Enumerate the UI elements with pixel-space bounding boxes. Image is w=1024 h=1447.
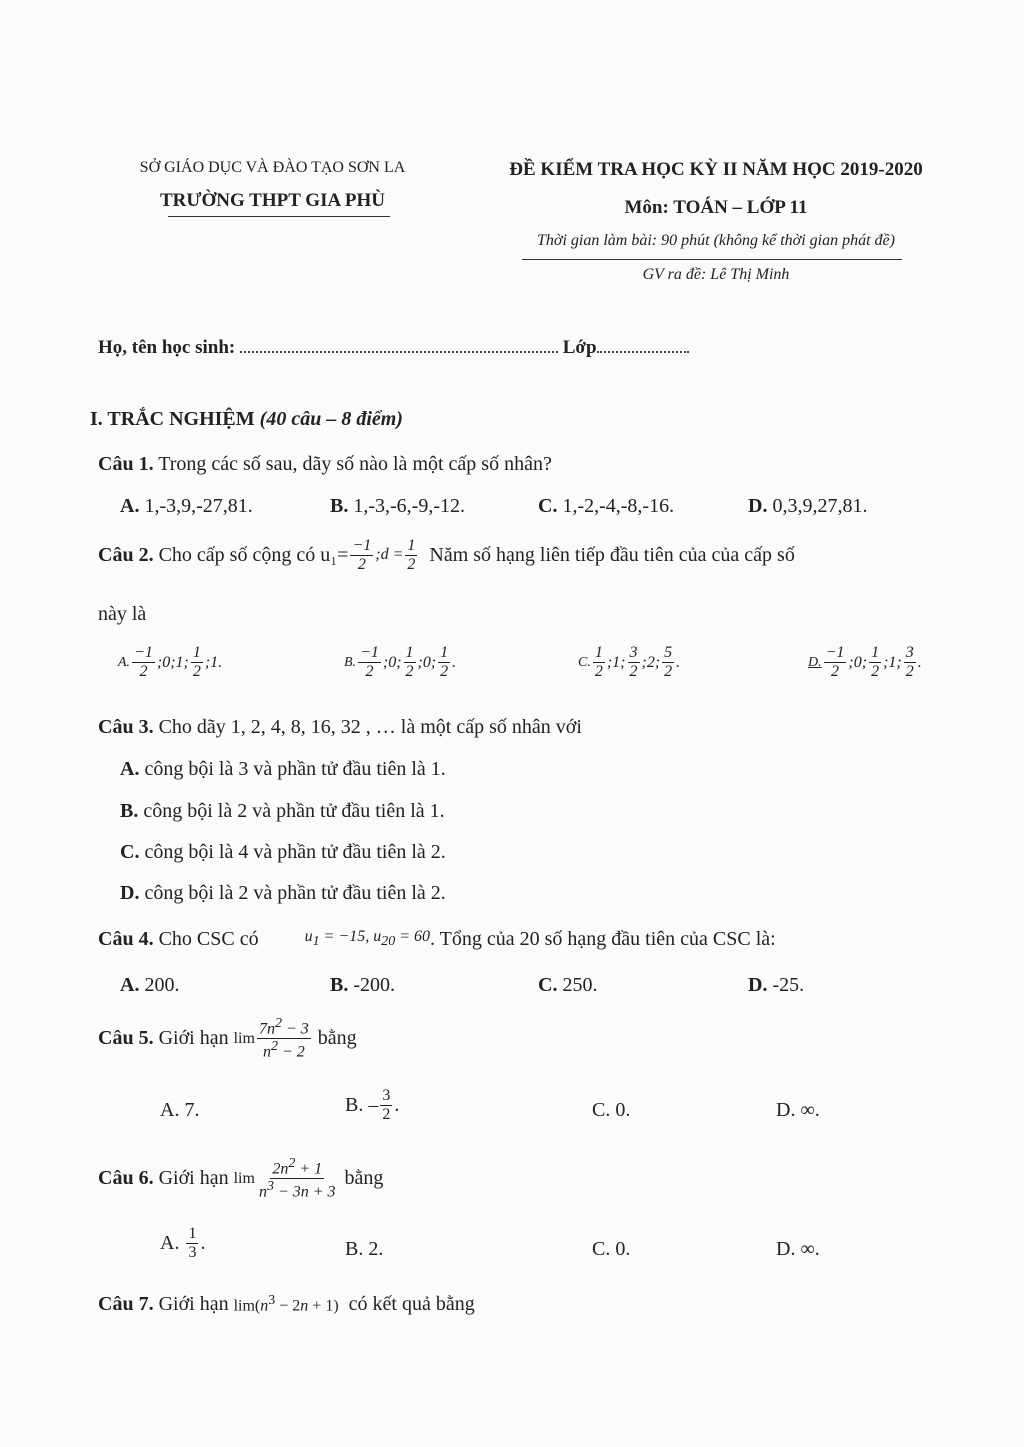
q3-option-b[interactable] bbox=[120, 800, 445, 823]
question-5 bbox=[98, 1017, 357, 1061]
question-label: Câu 1. bbox=[98, 453, 154, 475]
q2-formula: $\frac{-1}{2}$ ;d = $\frac{1}{2}$ bbox=[352, 537, 416, 573]
q6-option-d[interactable]: D. ∞. bbox=[776, 1238, 820, 1260]
exam-title: ĐỀ KIỂM TRA HỌC KỲ II NĂM HỌC 2019-2020 bbox=[509, 159, 923, 180]
question-text-cont: có kết quả bằng bbox=[348, 1293, 475, 1315]
question-text-cont: . Tổng của 20 số hạng đầu tiên của CSC là: bbox=[430, 928, 776, 950]
question-text: Cho cấp số cộng có u₁= bbox=[158, 544, 349, 566]
option-text: -25. bbox=[772, 974, 805, 996]
q4-option-c[interactable] bbox=[538, 974, 597, 997]
time-limit: Thời gian làm bài: 90 phút (không kể thời gian phát đề) bbox=[537, 232, 895, 249]
option-key: A. bbox=[120, 758, 140, 780]
class-blank[interactable] bbox=[597, 350, 689, 353]
question-2 bbox=[98, 538, 795, 573]
q4-option-a[interactable] bbox=[120, 974, 179, 997]
q1-option-a[interactable] bbox=[120, 495, 253, 518]
student-name-label: Họ, tên học sinh: bbox=[98, 337, 236, 358]
school-name: TRƯỜNG THPT GIA PHÙ bbox=[159, 190, 386, 211]
school-underline bbox=[168, 216, 390, 217]
q2-option-b[interactable]: B. $\frac{-1}{2}$ ;0; $\frac{1}{2}$ ;0; $\frac{1}{2}$ . bbox=[344, 644, 457, 680]
question-label: Câu 2. bbox=[98, 544, 154, 566]
question-text: Cho dãy 1, 2, 4, 8, 16, 32 , … là một cấp số nhân với bbox=[158, 716, 582, 738]
option-key: C. bbox=[538, 974, 558, 996]
student-name-blank[interactable] bbox=[240, 350, 558, 353]
option-text: 1,-3,-6,-9,-12. bbox=[353, 495, 465, 517]
question-1 bbox=[98, 453, 552, 476]
option-key: B. bbox=[330, 974, 349, 996]
option-key: B. bbox=[344, 654, 357, 670]
option-key: D. bbox=[808, 654, 822, 670]
question-3 bbox=[98, 716, 582, 739]
question-text: Trong các số sau, dãy số nào là một cấp số nhân? bbox=[158, 453, 552, 475]
section-subtitle: (40 câu – 8 điểm) bbox=[259, 408, 403, 430]
q1-option-d[interactable] bbox=[748, 495, 867, 518]
option-text: 200. bbox=[144, 974, 180, 996]
q5-option-b[interactable]: B. – $\frac{3}{2}$ . bbox=[345, 1087, 400, 1123]
q1-option-b[interactable] bbox=[330, 495, 465, 518]
option-text: 1,-3,9,-27,81. bbox=[144, 495, 253, 517]
q3-option-c[interactable] bbox=[120, 841, 446, 864]
option-text: 0,3,9,27,81. bbox=[772, 495, 868, 517]
class-label: Lớp bbox=[562, 337, 597, 358]
option-key: A. bbox=[160, 1232, 180, 1254]
option-key: D. bbox=[748, 495, 768, 517]
question-label: Câu 3. bbox=[98, 716, 154, 738]
section-title bbox=[90, 408, 403, 431]
q5-formula: lim $\frac{7n^2 - 3}{n^2 - 2}$ bbox=[233, 1016, 309, 1061]
question-text: Giới hạn bbox=[158, 1027, 229, 1050]
question-6 bbox=[98, 1157, 383, 1201]
question-7 bbox=[98, 1293, 475, 1316]
question-text: Giới hạn bbox=[158, 1167, 229, 1190]
option-text: công bội là 3 và phần tử đầu tiên là 1. bbox=[144, 758, 446, 780]
option-text: công bội là 2 và phần tử đầu tiên là 1. bbox=[143, 800, 445, 822]
q6-formula: lim $\frac{2n^2 + 1}{n^3 - 3n + 3}$ bbox=[233, 1156, 336, 1201]
option-key: B. bbox=[120, 800, 139, 822]
option-text: công bội là 2 và phần tử đầu tiên là 2. bbox=[144, 882, 446, 904]
q3-option-d[interactable] bbox=[120, 882, 446, 905]
q6-option-c[interactable]: C. 0. bbox=[592, 1238, 631, 1260]
q2-option-a[interactable]: A. $\frac{-1}{2}$ ;0;1; $\frac{1}{2}$ ;1. bbox=[118, 644, 223, 680]
question-text-cont: bằng bbox=[317, 1027, 357, 1050]
q5-option-a[interactable]: A. 7. bbox=[160, 1099, 200, 1121]
q6-option-a[interactable]: A. $\frac{1}{3}$ . bbox=[160, 1225, 206, 1261]
option-text: 250. bbox=[562, 974, 598, 996]
department-name: SỞ GIÁO DỤC VÀ ĐÀO TẠO SƠN LA bbox=[139, 159, 406, 176]
section-title-text: I. TRẮC NGHIỆM bbox=[90, 408, 255, 430]
q5-option-d[interactable]: D. ∞. bbox=[776, 1099, 820, 1121]
q2-option-c[interactable]: C. $\frac{1}{2}$ ;1; $\frac{3}{2}$ ;2; $\frac{5}{2}$ . bbox=[578, 644, 681, 680]
teacher: GV ra đề: Lê Thị Minh bbox=[642, 266, 790, 283]
q4-formula: $u_1 = -15$, $u_{20} = 60$ bbox=[304, 928, 430, 950]
question-text: Cho CSC có bbox=[158, 928, 259, 950]
q2-option-d[interactable]: D. $\frac{-1}{2}$ ;0; $\frac{1}{2}$ ;1; $\frac{3}{2}$ . bbox=[808, 644, 922, 680]
question-label: Câu 7. bbox=[98, 1293, 154, 1315]
question-label: Câu 4. bbox=[98, 928, 154, 950]
option-key: A. bbox=[118, 654, 131, 670]
question-text-cont: này là bbox=[98, 603, 147, 625]
time-underline bbox=[522, 259, 902, 260]
q3-option-a[interactable] bbox=[120, 758, 446, 781]
question-text: Giới hạn bbox=[158, 1293, 229, 1315]
question-text-cont: bằng bbox=[344, 1167, 384, 1190]
option-key: C. bbox=[538, 495, 558, 517]
option-key: A. bbox=[120, 495, 140, 517]
q5-option-c[interactable]: C. 0. bbox=[592, 1099, 631, 1121]
question-label: Câu 6. bbox=[98, 1167, 154, 1190]
question-label: Câu 5. bbox=[98, 1027, 154, 1050]
subject: Môn: TOÁN – LỚP 11 bbox=[624, 197, 808, 218]
question-4 bbox=[98, 928, 776, 951]
option-key: C. bbox=[578, 654, 591, 670]
option-text: -200. bbox=[353, 974, 396, 996]
q1-option-c[interactable] bbox=[538, 495, 674, 518]
option-text: 1,-2,-4,-8,-16. bbox=[562, 495, 675, 517]
option-key: C. bbox=[120, 841, 140, 863]
q4-option-d[interactable] bbox=[748, 974, 804, 997]
q6-option-b[interactable]: B. 2. bbox=[345, 1238, 384, 1260]
question-text-cont: Năm số hạng liên tiếp đầu tiên của của cấp số bbox=[429, 544, 795, 566]
option-key: D. bbox=[120, 882, 140, 904]
option-text: công bội là 4 và phần tử đầu tiên là 2. bbox=[144, 841, 446, 863]
option-key: D. bbox=[748, 974, 768, 996]
option-key: B. – bbox=[345, 1094, 379, 1116]
q4-option-b[interactable] bbox=[330, 974, 395, 997]
student-info-line bbox=[98, 337, 689, 359]
option-key: A. bbox=[120, 974, 140, 996]
option-key: B. bbox=[330, 495, 349, 517]
q7-formula: $\lim(n^3 - 2n + 1)$ bbox=[233, 1293, 339, 1315]
